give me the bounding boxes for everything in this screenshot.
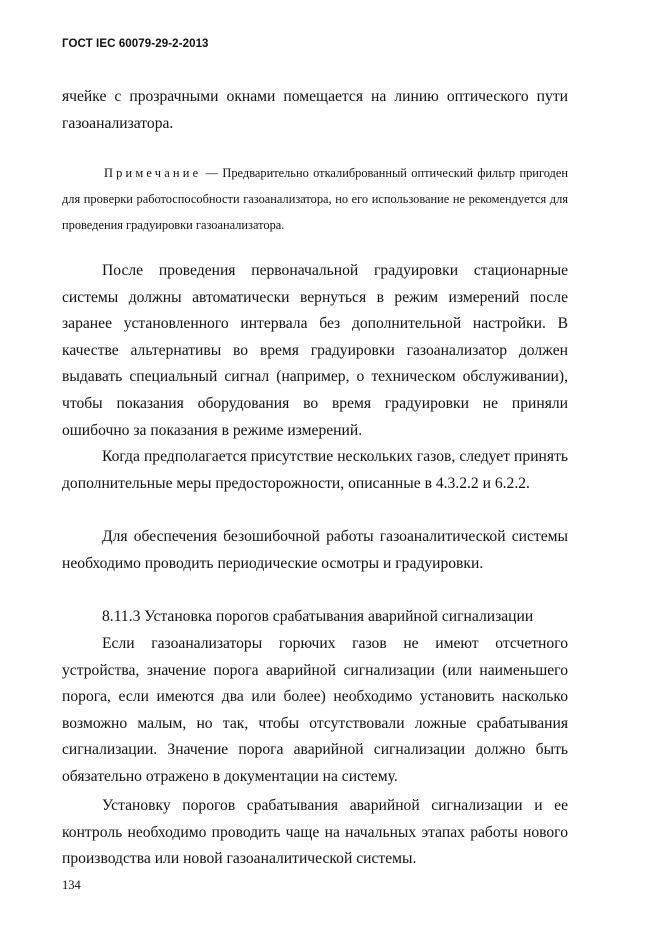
section-heading: 8.11.3 Установка порогов срабатывания аварийной сигнализации bbox=[102, 608, 534, 625]
note-label: Примечание bbox=[104, 166, 202, 180]
note-text: — Предварительно откалиброванный оптический фильтр пригоден для проверки работоспособности газоанализатора, но его использование не рекомендуется для проведения градуировки газоанализатора. bbox=[62, 166, 568, 232]
note-block bbox=[62, 160, 568, 238]
paragraph-continuation: ячейке с прозрачными окнами помещается на линию оптического пути газоанализатора. bbox=[62, 88, 568, 132]
paragraph-multiple-gases: Когда предполагается присутствие нескольких газов, следует принять дополнительные меры предосторожности, описанные в 4.3.2.2 и 6.2.2. bbox=[62, 448, 568, 492]
paragraph-alarm-control: Установку порогов срабатывания аварийной сигнализации и ее контроль необходимо проводить чаще на начальных этапах работы нового производства или новой газоаналитической системы. bbox=[62, 797, 568, 868]
paragraph-alarm-threshold: Если газоанализаторы горючих газов не имеют отсчетного устройства, значение порога аварийной сигнализации (или наименьшего порога, если имеются два или более) необходимо установить насколько возможно малым, но так, чтобы отсутствовали ложные срабатывания сигнализации. Значение порога аварийной сигнализации должно быть обязательно отражено в документации на систему. bbox=[62, 635, 568, 785]
paragraph-calibration: После проведения первоначальной градуировки стационарные системы должны автоматически вернуться в режим измерений после заранее установленного интервала без дополнительной настройки. В качестве альтернативы во время градуировки газоанализатор должен выдавать специальный сигнал (например, о техническом обслуживании), чтобы показания оборудования во время градуировки не приняли ошибочно за показания в режиме измерений. bbox=[62, 262, 568, 439]
page-number: 134 bbox=[62, 878, 81, 892]
paragraph-inspections: Для обеспечения безошибочной работы газоаналитической системы необходимо проводить периодические осмотры и градуировки. bbox=[62, 528, 568, 572]
document-header: ГОСТ IEC 60079-29-2-2013 bbox=[62, 38, 209, 50]
